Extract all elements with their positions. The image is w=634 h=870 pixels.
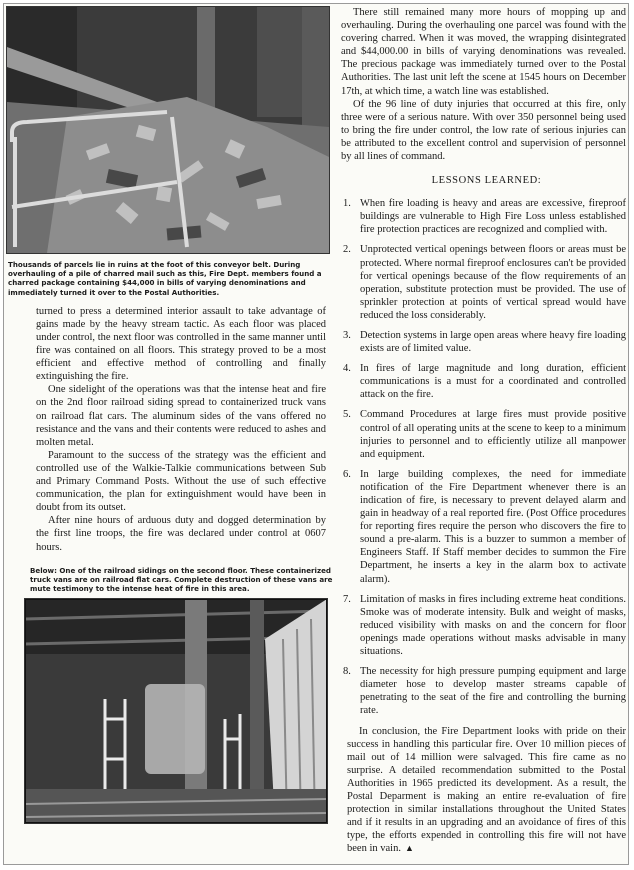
photo-bottom-caption: Below: One of the railroad sidings on the second floor. These containerized truck vans are on railroad flat cars. Complete destruction of these vans are mute testimony to the intense heat of fire in this area.: [30, 565, 333, 593]
lesson-item: [341, 243, 626, 322]
conveyor-debris-photo: [6, 6, 330, 254]
lesson-text: The necessity for high pressure pumping equipment and large diameter hose to develop master streams capable of penetrating to the seat of the fire and controlling the burning rate.: [360, 666, 626, 717]
right-paragraph-1: There still remained many more hours of mopping up and overhauling. During the overhauling one parcel was found with the covering charred. When it was moved, the wrapping disintegrated and $44,000.00 in bills of varying denominations was revealed. The precious package was immediately turned over to the Postal Authorities. The last unit left the scene at 1545 hours on December 17th, at which time, a watch line was established.: [341, 7, 626, 97]
lesson-number: 1.: [343, 198, 351, 210]
conclusion-text: In conclusion, the Fire Department looks with pride on their success in handling this particular fire. Over 10 million pieces of mail out of 14 million were salvaged. This fire came as no surprise. A detailed recommendation submitted to the Postal Authorities in 1965 predicted its development. As a result, the Postal Deparment is making an entire re-evaluation of fire protection in similar installations throughout the United States and if it results in an upgrading and an avoidance of fires of this type, the efforts expended in controlling this fire will not have been in vain.: [347, 725, 626, 855]
lesson-text: Unprotected vertical openings between floors or areas must be protected. Where normal fireproof enclosures can't be provided for vertical openings because of the flow requirements of an operation, substitute protection must be provided. The use of sprinkler protection at points of vertical spread would have reduced the loss considerably.: [360, 244, 626, 321]
lesson-item: [341, 408, 626, 460]
railroad-siding-photo: [24, 598, 328, 824]
right-body-text: [341, 6, 626, 163]
lesson-item: [341, 362, 626, 401]
lesson-text: Limitation of masks in fires including extreme heat conditions. Smoke was of moderate intensity. Bulk and weight of masks, reduced visibility with masks on and the concern for floor openings made operations without masks advisable in many situations.: [360, 593, 626, 658]
lesson-item: [341, 329, 626, 355]
lesson-number: 7.: [343, 593, 351, 605]
left-paragraph-3: Paramount to the success of the strategy was the efficient and controlled use of the Walkie-Talkie communications between Sub and Primary Command Posts. Without the use of such effective communication, the plan for extinguishment would have been in doubt from its outset.: [36, 449, 326, 514]
left-paragraph-1: turned to press a determined interior assault to take advantage of gains made by the heavy stream tactic. As each floor was placed under control, the next floor was controlled in the same manner until fire was contained on all floors. This strategy proved to be a most efficient and effective method of controlling and finally extinguishing the fire.: [36, 305, 326, 383]
lesson-number: 3.: [343, 329, 351, 341]
lesson-text: Detection systems in large open areas where heavy fire loading exists are of limited value.: [360, 329, 626, 355]
lesson-item: [341, 197, 626, 236]
left-body-text: [36, 305, 326, 554]
lesson-text: In fires of large magnitude and long duration, efficient communications is a must for a coordinated and controlled attack on the fire.: [360, 363, 626, 401]
lesson-number: 5.: [343, 409, 351, 421]
lesson-number: 4.: [343, 363, 351, 375]
conveyor-debris-illustration: [7, 7, 329, 253]
lesson-number: 6.: [343, 468, 351, 480]
lessons-learned-heading: LESSONS LEARNED:: [431, 175, 542, 187]
left-column: [6, 6, 331, 824]
railroad-siding-illustration: [25, 599, 327, 823]
lesson-text: In large building complexes, the need for immediate notification of the Fire Department whenever there is an indication of fire, is necessary to prevent delayed alarm and gain in headway of a real reported fire. (Post Office procedures for reporting fires require the person who discovers the fire to sound a pre-alarm. This is a buzzer to summon a member of Engineers Staff. If Staff member decides to summon the Fire Department, he inserts a key in the alarm box to activate alarm).: [360, 468, 626, 585]
lesson-number: 8.: [343, 666, 351, 678]
lesson-item: [341, 468, 626, 586]
left-paragraph-2: One sidelight of the operations was that the intense heat and fire on the 2nd floor railroad siding spread to containerized truck vans on railroad flat cars. The aluminum sides of the vans offered no resistance and the vans and their contents were reduced to ashes and molten metal.: [36, 384, 326, 448]
lesson-item: [341, 665, 626, 717]
conclusion-paragraph: [347, 725, 626, 856]
lesson-number: 2.: [343, 244, 351, 256]
document-page: [3, 3, 629, 865]
lesson-text: Command Procedures at large fires must provide positive control of all operating units at the scene to keep to a minimum injuries to personnel and to efficiently utilize all manpower and equipment.: [360, 409, 626, 460]
left-paragraph-4: After nine hours of arduous duty and dogged determination by the first line troops, the fire was declared under control at 0607 hours.: [36, 515, 326, 553]
lessons-list: [341, 197, 626, 717]
lesson-item: [341, 593, 626, 658]
end-of-article-icon: ▲: [404, 843, 414, 854]
right-paragraph-2: Of the 96 line of duty injuries that occurred at this fire, only three were of a serious nature. With over 350 personnel being used to bring the fire under control, the low rate of serious injuries can be attributed to the excellent control and supervision of personnel by all lines of command.: [341, 98, 626, 163]
lesson-text: When fire loading is heavy and areas are excessive, fireproof buildings are vulnerable to High Fire Loss unless established fire protection practices are recognized and complied with.: [360, 198, 626, 236]
right-column: [341, 4, 626, 855]
photo-top-caption: Thousands of parcels lie in ruins at the foot of this conveyor belt. During overhauling of a pile of charred mail such as this, Fire Dept. members found a charred package containing $44,000 in bills of varying denominations and immediately turned it over to the Postal Authorities.: [8, 260, 322, 297]
